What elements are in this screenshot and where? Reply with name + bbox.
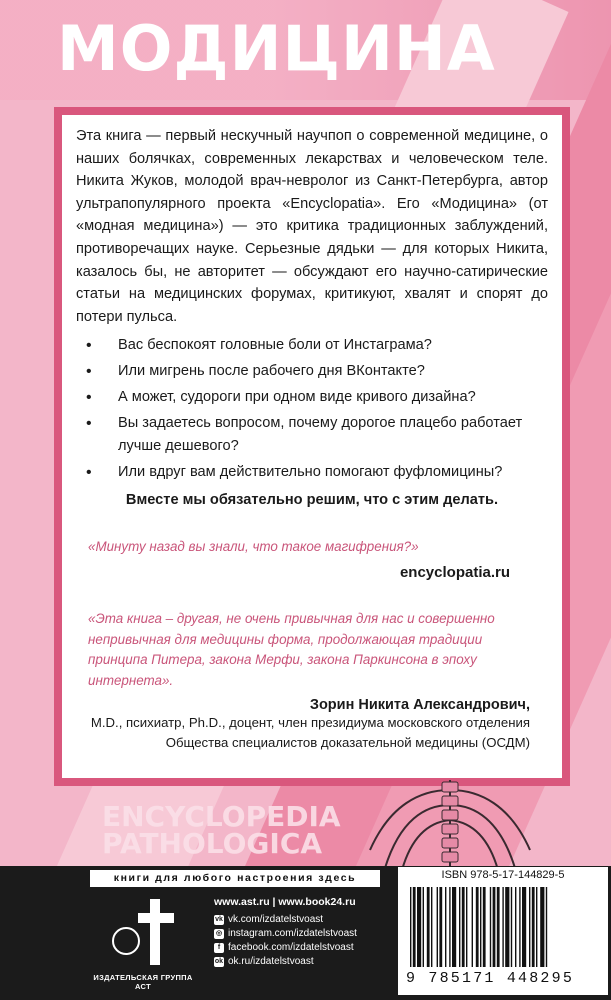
quote-1-source: encyclopatia.ru [399, 564, 510, 582]
list-item: • А может, судороги при одном виде кривого дизайна? [76, 386, 548, 409]
list-item: • Вы задаетесь вопросом, почему дорогое плацебо работает лучше дешевого? [76, 412, 548, 458]
text-panel [62, 115, 562, 778]
social-link-odnoklassniki[interactable]: ok ok.ru/izdatelstvoast [214, 956, 314, 967]
social-link-facebook[interactable]: f facebook.com/izdatelstvoast [214, 941, 357, 955]
isbn-number: ISBN 978-5-17-144829-5 [441, 869, 565, 881]
list-item: • Или вдруг вам действительно помогают фуфломицины? [76, 461, 548, 484]
barcode-number: 9 785171 448295 [406, 970, 575, 987]
intro-paragraph: Эта книга — первый нескучный научпоп о современной медицине, о наших болячках, современных лекарствах и человеческом теле. Никита Жуков, молодой врач-невролог из Санкт-Петербурга, автор ультрапопулярного проекта «Encyclopatia». Его «Модицина» (от «модная медицина») — это критика традиционных заблуждений, противоречащих науке. Серьезные дядьки — для которых Никита, казалось бы, не авторитет — обсуждают его научно-сатирические статьи на медицинских форумах, критикуют, хвалят и спорят до потери пульса. [76, 128, 548, 325]
bullet-icon: • [86, 415, 92, 433]
list-item: • Вас беспокоят головные боли от Инстаграма? [76, 334, 548, 357]
isbn-block [398, 867, 608, 995]
quote-1: «Минуту назад вы знали, что такое магифрения?» [88, 539, 419, 555]
call-to-action: Вместе мы обязательно решим, что с этим делать. [125, 492, 499, 509]
quote-2-author-description: M.D., психиатр, Ph.D., доцент, член президиума московского отделения Общества специалистов доказательной медицины (ОСДМ) [90, 715, 530, 751]
series-name: ENCYCLOPEDIA PATHOLOGICA [102, 800, 341, 860]
odnoklassniki-icon: ok [214, 958, 224, 965]
barcode [406, 887, 601, 969]
publisher-links [214, 896, 357, 969]
book-title: МОДИЦИНА [57, 12, 496, 85]
bullet-icon: • [86, 464, 92, 482]
vk-icon: vk [215, 916, 223, 923]
quote-2: «Эта книга – другая, не очень привычная для нас и совершенно непривычная для медицины форма, продолжающая традиции принципа Питера, закона Мерфи, закона Паркинсона в эпоху интернета». [88, 611, 495, 688]
instagram-icon: ◎ [215, 930, 223, 937]
bullet-icon: • [86, 363, 92, 381]
publisher-group-name: ИЗДАТЕЛЬСКАЯ ГРУППА АСТ [93, 973, 193, 991]
facebook-icon: f [214, 943, 224, 953]
ribcage-illustration [330, 780, 570, 870]
social-link-vk[interactable]: vk vk.com/izdatelstvoast [215, 914, 324, 925]
social-link-instagram[interactable]: ◎ instagram.com/izdatelstvoast [215, 928, 357, 939]
list-item: • Или мигрень после рабочего дня ВКонтакте? [76, 360, 548, 383]
tagline: книги для любого настроения здесь [90, 870, 380, 887]
website-link[interactable]: www.ast.ru | www.book24.ru [214, 896, 356, 908]
publisher-logo [88, 893, 198, 993]
quote-2-author: Зорин Никита Александрович, [309, 697, 530, 714]
bullet-icon: • [86, 389, 92, 407]
bullet-icon: • [86, 337, 92, 355]
ast-logo-icon [104, 895, 182, 971]
question-list [76, 334, 548, 484]
